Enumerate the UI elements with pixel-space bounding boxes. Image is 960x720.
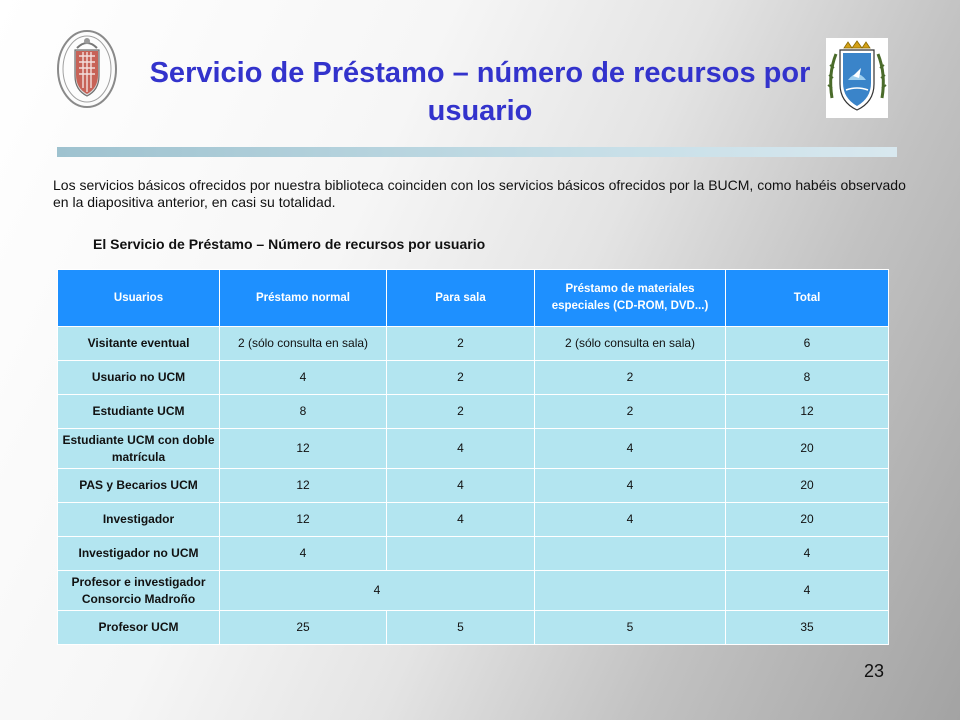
total-cell: 8	[726, 361, 889, 395]
special-material-cell: 2	[535, 361, 726, 395]
user-type-cell: Usuario no UCM	[58, 361, 220, 395]
table-row	[58, 395, 889, 429]
header-total: Total	[726, 270, 889, 327]
normal-loan-cell: 12	[220, 469, 387, 503]
table-row	[58, 571, 889, 611]
user-type-cell: Estudiante UCM	[58, 395, 220, 429]
special-material-cell: 4	[535, 503, 726, 537]
user-type-cell: Investigador	[58, 503, 220, 537]
user-type-cell: PAS y Becarios UCM	[58, 469, 220, 503]
normal-loan-cell: 2 (sólo consulta en sala)	[220, 327, 387, 361]
user-type-cell: Profesor e investigador Consorcio Madroño	[58, 571, 220, 611]
municipal-coat-of-arms-logo	[826, 38, 888, 118]
total-cell: 6	[726, 327, 889, 361]
total-cell: 4	[726, 571, 889, 611]
header-usuarios: Usuarios	[58, 270, 220, 327]
header-para-sala: Para sala	[387, 270, 535, 327]
room-loan-cell: 4	[387, 469, 535, 503]
table-header-row	[58, 270, 889, 327]
slide-title: Servicio de Préstamo – número de recursos por usuario	[149, 57, 811, 127]
user-type-cell: Visitante eventual	[58, 327, 220, 361]
normal-loan-cell: 12	[220, 503, 387, 537]
normal-and-room-loan-cell: 4	[220, 571, 535, 611]
title-underline-bar	[57, 147, 897, 157]
special-material-cell: 4	[535, 429, 726, 469]
special-material-cell: 2	[535, 395, 726, 429]
total-cell: 20	[726, 503, 889, 537]
page-number: 23	[864, 661, 885, 681]
user-type-cell: Estudiante UCM con doble matrícula	[58, 429, 220, 469]
table-row	[58, 469, 889, 503]
room-loan-cell	[387, 537, 535, 571]
room-loan-cell: 2	[387, 361, 535, 395]
total-cell: 20	[726, 429, 889, 469]
special-material-cell: 5	[535, 611, 726, 645]
table-row	[58, 503, 889, 537]
normal-loan-cell: 12	[220, 429, 387, 469]
section-bullet-text: El Servicio de Préstamo – Número de recursos por usuario	[93, 236, 486, 252]
total-cell: 35	[726, 611, 889, 645]
intro-paragraph: Los servicios básicos ofrecidos por nuestra biblioteca coinciden con los servicios básicos ofrecidos por la BUCM, como habéis observado en la diapositiva anterior, en casi su totalidad.	[53, 177, 906, 210]
table-row	[58, 429, 889, 469]
room-loan-cell: 4	[387, 429, 535, 469]
header-materiales-especiales: Préstamo de materiales especiales (CD-ROM, DVD...)	[535, 270, 726, 327]
user-type-cell: Investigador no UCM	[58, 537, 220, 571]
special-material-cell	[535, 537, 726, 571]
loan-limits-table	[57, 269, 889, 645]
room-loan-cell: 2	[387, 395, 535, 429]
normal-loan-cell: 8	[220, 395, 387, 429]
special-material-cell: 2 (sólo consulta en sala)	[535, 327, 726, 361]
special-material-cell: 4	[535, 469, 726, 503]
normal-loan-cell: 4	[220, 361, 387, 395]
room-loan-cell: 5	[387, 611, 535, 645]
total-cell: 4	[726, 537, 889, 571]
table-row	[58, 611, 889, 645]
total-cell: 12	[726, 395, 889, 429]
table-row	[58, 537, 889, 571]
normal-loan-cell: 4	[220, 537, 387, 571]
header-prestamo-normal: Préstamo normal	[220, 270, 387, 327]
table-row	[58, 361, 889, 395]
normal-loan-cell: 25	[220, 611, 387, 645]
special-material-cell	[535, 571, 726, 611]
section-bullet	[53, 236, 485, 252]
room-loan-cell: 2	[387, 327, 535, 361]
user-type-cell: Profesor UCM	[58, 611, 220, 645]
room-loan-cell: 4	[387, 503, 535, 537]
table-row	[58, 327, 889, 361]
ucm-crest-logo	[55, 28, 119, 110]
total-cell: 20	[726, 469, 889, 503]
